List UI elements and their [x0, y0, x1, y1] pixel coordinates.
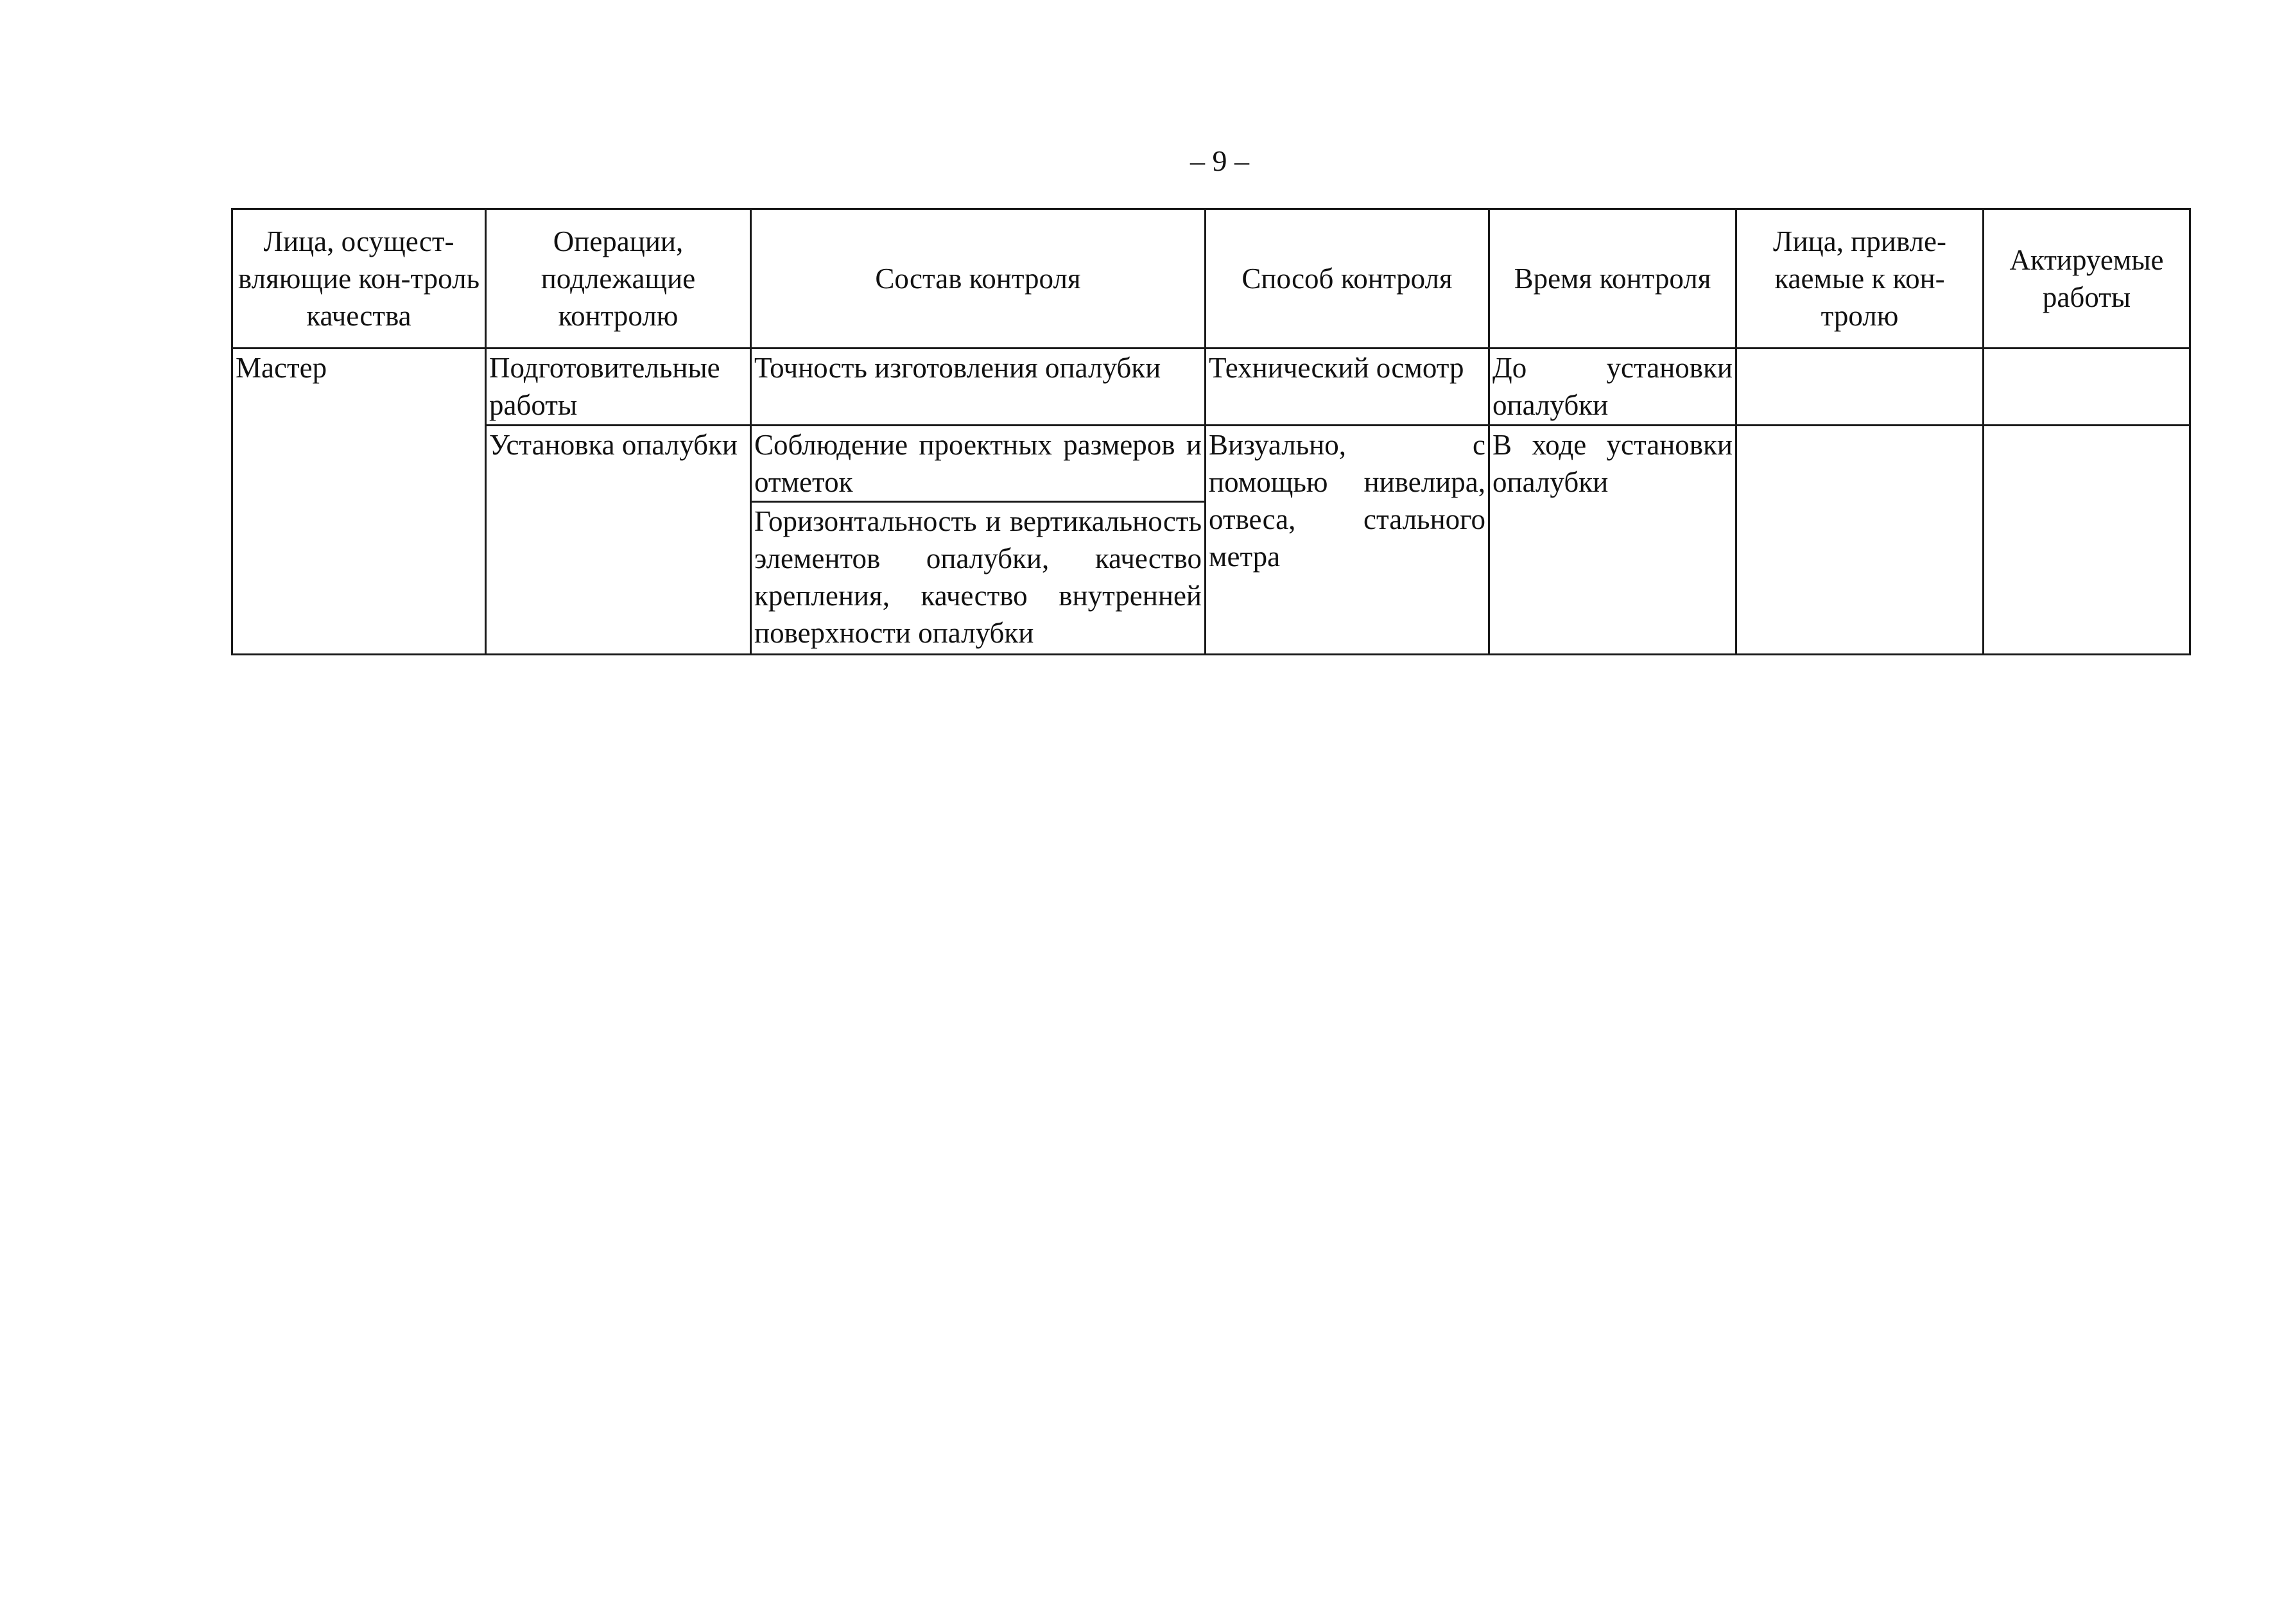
cell-involved-install — [1736, 426, 1984, 655]
header-control-time — [1489, 209, 1736, 349]
header-control-scope-label: Состав контроля — [875, 263, 1081, 295]
page-number: – 9 – — [1190, 144, 1249, 177]
table-row — [232, 426, 2190, 502]
header-involved-persons — [1736, 209, 1984, 349]
cell-person-master — [232, 349, 486, 655]
cell-control-install-1 — [751, 426, 1206, 502]
cell-time-install — [1489, 426, 1736, 655]
header-certified-works — [1984, 209, 2190, 349]
time-label: В ходе установки опалубки — [1492, 429, 1733, 498]
cell-method-prep — [1206, 349, 1489, 426]
method-label: Технический осмотр — [1209, 352, 1464, 384]
table-row — [232, 349, 2190, 426]
quality-control-table — [231, 208, 2191, 655]
cell-operation-prep — [486, 349, 751, 426]
cell-operation-install — [486, 426, 751, 655]
control-label: Горизонтальность и вертикальность элементов опалубки, качество крепления, качество внутренней поверхности опалубки — [754, 505, 1202, 649]
time-label: До установки опалубки — [1492, 352, 1733, 421]
header-operations — [486, 209, 751, 349]
header-involved-persons-label: Лица, привле-каемые к кон-тролю — [1773, 225, 1946, 332]
cell-acts-install — [1984, 426, 2190, 655]
header-operations-label: Операции, подлежащие контролю — [541, 225, 696, 332]
header-control-method-label: Способ контроля — [1241, 263, 1453, 295]
header-inspectors-label: Лица, осущест-вляющие кон-троль качества — [238, 225, 480, 332]
cell-involved-prep — [1736, 349, 1984, 426]
control-label: Соблюдение проектных размеров и отметок — [754, 429, 1202, 498]
cell-method-install — [1206, 426, 1489, 655]
cell-time-prep — [1489, 349, 1736, 426]
header-control-time-label: Время контроля — [1514, 263, 1711, 295]
cell-control-prep — [751, 349, 1206, 426]
person-label: Мастер — [236, 352, 327, 384]
cell-control-install-2 — [751, 502, 1206, 655]
control-label: Точность изготовления опалубки — [754, 352, 1161, 384]
header-inspectors — [232, 209, 486, 349]
operation-label: Подготовительные работы — [489, 352, 720, 421]
table-header-row — [232, 209, 2190, 349]
header-control-method — [1206, 209, 1489, 349]
header-control-scope — [751, 209, 1206, 349]
cell-acts-prep — [1984, 349, 2190, 426]
header-certified-works-label: Актируемые работы — [2009, 244, 2164, 313]
method-label: Визуально, с помощью нивелира, отвеса, стального метра — [1209, 429, 1485, 573]
operation-label: Установка опалубки — [489, 429, 738, 461]
